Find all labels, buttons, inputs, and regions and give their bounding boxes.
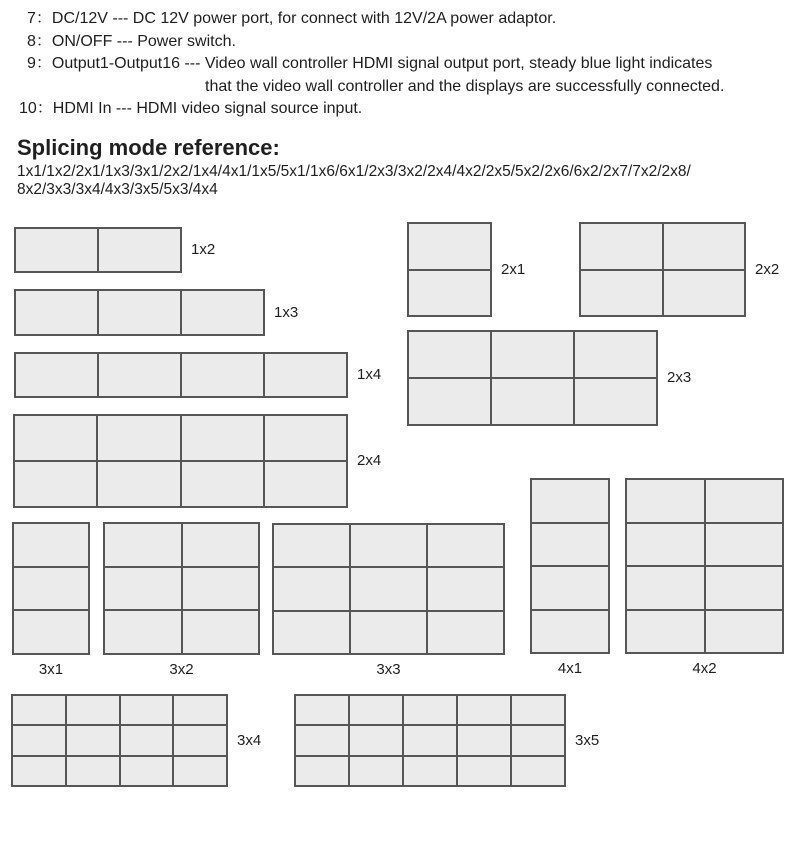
display-cell bbox=[296, 696, 348, 724]
display-cell bbox=[575, 379, 656, 424]
display-cell bbox=[581, 271, 662, 316]
display-cell bbox=[575, 332, 656, 377]
display-cell bbox=[182, 291, 263, 334]
display-cell bbox=[532, 480, 608, 522]
display-cell bbox=[15, 462, 96, 506]
display-cell bbox=[174, 696, 226, 724]
display-cell bbox=[274, 525, 349, 566]
display-cell bbox=[183, 568, 259, 610]
grid-label-2x1: 2x1 bbox=[501, 260, 526, 278]
display-cell bbox=[13, 696, 65, 724]
display-cell bbox=[16, 354, 97, 396]
grid-label-3x1: 3x1 bbox=[38, 661, 64, 678]
display-cell bbox=[274, 612, 349, 653]
display-cell bbox=[296, 757, 348, 785]
splicing-mode-heading: Splicing mode reference: bbox=[17, 134, 280, 160]
display-cell bbox=[99, 354, 180, 396]
display-cell bbox=[14, 524, 88, 566]
display-cell bbox=[627, 611, 704, 653]
grid-label-4x1: 4x1 bbox=[557, 660, 583, 677]
display-cell bbox=[350, 757, 402, 785]
display-cell bbox=[265, 416, 346, 460]
display-cell bbox=[627, 524, 704, 566]
display-cell bbox=[274, 568, 349, 609]
display-cell bbox=[458, 726, 510, 754]
splicing-grid-2x3 bbox=[407, 330, 658, 426]
display-cell bbox=[98, 416, 179, 460]
display-cell bbox=[121, 696, 173, 724]
splicing-grid-4x1 bbox=[530, 478, 610, 654]
port-description-line-5: 10：HDMI In --- HDMI video signal source input. bbox=[19, 100, 363, 117]
port-descriptions bbox=[0, 0, 800, 121]
display-cell bbox=[350, 726, 402, 754]
display-cell bbox=[428, 525, 503, 566]
display-cell bbox=[627, 480, 704, 522]
splicing-grid-3x4 bbox=[11, 694, 228, 787]
display-cell bbox=[512, 757, 564, 785]
grid-label-2x2: 2x2 bbox=[755, 260, 780, 278]
port-description-line-3: 9：Output1-Output16 --- Video wall controller HDMI signal output port, steady blue light indicates bbox=[27, 55, 713, 72]
display-cell bbox=[99, 291, 180, 334]
splicing-grid-1x2 bbox=[14, 227, 182, 273]
display-cell bbox=[512, 696, 564, 724]
display-cell bbox=[174, 757, 226, 785]
display-cell bbox=[492, 379, 573, 424]
display-cell bbox=[265, 462, 346, 506]
grid-label-4x2: 4x2 bbox=[692, 660, 717, 677]
splicing-grid-2x2 bbox=[579, 222, 746, 317]
splicing-grid-2x4 bbox=[13, 414, 348, 508]
splicing-grid-1x3 bbox=[14, 289, 265, 336]
display-cell bbox=[532, 567, 608, 609]
display-cell bbox=[15, 416, 96, 460]
display-cell bbox=[13, 726, 65, 754]
display-cell bbox=[182, 462, 263, 506]
display-cell bbox=[105, 524, 181, 566]
display-cell bbox=[105, 611, 181, 653]
display-cell bbox=[492, 332, 573, 377]
grid-label-3x4: 3x4 bbox=[237, 731, 262, 749]
display-cell bbox=[296, 726, 348, 754]
display-cell bbox=[512, 726, 564, 754]
display-cell bbox=[428, 568, 503, 609]
port-description-line-1: 7：DC/12V --- DC 12V power port, for connect with 12V/2A power adaptor. bbox=[27, 10, 557, 27]
display-cell bbox=[627, 567, 704, 609]
display-cell bbox=[14, 568, 88, 610]
splicing-mode-list-line-1: 1x1/1x2/2x1/1x3/3x1/2x2/1x4/4x1/1x5/5x1/1x6/6x1/2x3/3x2/2x4/4x2/2x5/5x2/2x6/6x2/2x7/7x2/2x8/ bbox=[17, 162, 691, 180]
display-cell bbox=[105, 568, 181, 610]
display-cell bbox=[404, 757, 456, 785]
display-cell bbox=[182, 416, 263, 460]
display-cell bbox=[350, 696, 402, 724]
splicing-grid-1x4 bbox=[14, 352, 348, 398]
grid-label-3x2: 3x2 bbox=[169, 661, 194, 678]
display-cell bbox=[13, 757, 65, 785]
display-cell bbox=[174, 726, 226, 754]
display-cell bbox=[706, 524, 783, 566]
display-cell bbox=[409, 379, 490, 424]
display-cell bbox=[404, 726, 456, 754]
display-cell bbox=[409, 271, 490, 316]
splicing-mode-list-line-2: 8x2/3x3/3x4/4x3/3x5/5x3/4x4 bbox=[17, 181, 218, 198]
grid-label-1x3: 1x3 bbox=[274, 303, 299, 321]
display-cell bbox=[351, 525, 426, 566]
display-cell bbox=[183, 524, 259, 566]
display-cell bbox=[404, 696, 456, 724]
display-cell bbox=[183, 611, 259, 653]
grid-label-3x5: 3x5 bbox=[575, 731, 600, 749]
display-cell bbox=[121, 726, 173, 754]
display-cell bbox=[458, 757, 510, 785]
display-cell bbox=[121, 757, 173, 785]
display-cell bbox=[581, 224, 662, 269]
splicing-grid-3x3 bbox=[272, 523, 505, 655]
splicing-grid-3x5 bbox=[294, 694, 566, 787]
splicing-grid-3x2 bbox=[103, 522, 260, 655]
splicing-grid-4x2 bbox=[625, 478, 784, 654]
display-cell bbox=[351, 612, 426, 653]
display-cell bbox=[664, 271, 745, 316]
display-cell bbox=[14, 611, 88, 653]
display-cell bbox=[99, 229, 180, 271]
display-cell bbox=[532, 524, 608, 566]
display-cell bbox=[16, 229, 97, 271]
display-cell bbox=[706, 567, 783, 609]
splicing-grid-3x1 bbox=[12, 522, 90, 655]
display-cell bbox=[182, 354, 263, 396]
grid-label-2x3: 2x3 bbox=[667, 369, 692, 386]
display-cell bbox=[67, 757, 119, 785]
display-cell bbox=[67, 696, 119, 724]
display-cell bbox=[98, 462, 179, 506]
display-cell bbox=[409, 332, 490, 377]
display-cell bbox=[706, 480, 783, 522]
grid-label-2x4: 2x4 bbox=[357, 452, 382, 469]
grid-label-1x4: 1x4 bbox=[357, 366, 382, 383]
display-cell bbox=[532, 611, 608, 653]
display-cell bbox=[351, 568, 426, 609]
display-cell bbox=[409, 224, 490, 269]
display-cell bbox=[16, 291, 97, 334]
splicing-grid-2x1 bbox=[407, 222, 492, 317]
grid-label-3x3: 3x3 bbox=[376, 661, 401, 678]
display-cell bbox=[428, 612, 503, 653]
display-cell bbox=[706, 611, 783, 653]
display-cell bbox=[664, 224, 745, 269]
display-cell bbox=[67, 726, 119, 754]
port-description-line-2: 8：ON/OFF --- Power switch. bbox=[27, 32, 236, 50]
grid-label-1x2: 1x2 bbox=[191, 241, 216, 258]
display-cell bbox=[458, 696, 510, 724]
port-description-line-4: that the video wall controller and the displays are successfully connected. bbox=[205, 77, 725, 95]
display-cell bbox=[265, 354, 346, 396]
